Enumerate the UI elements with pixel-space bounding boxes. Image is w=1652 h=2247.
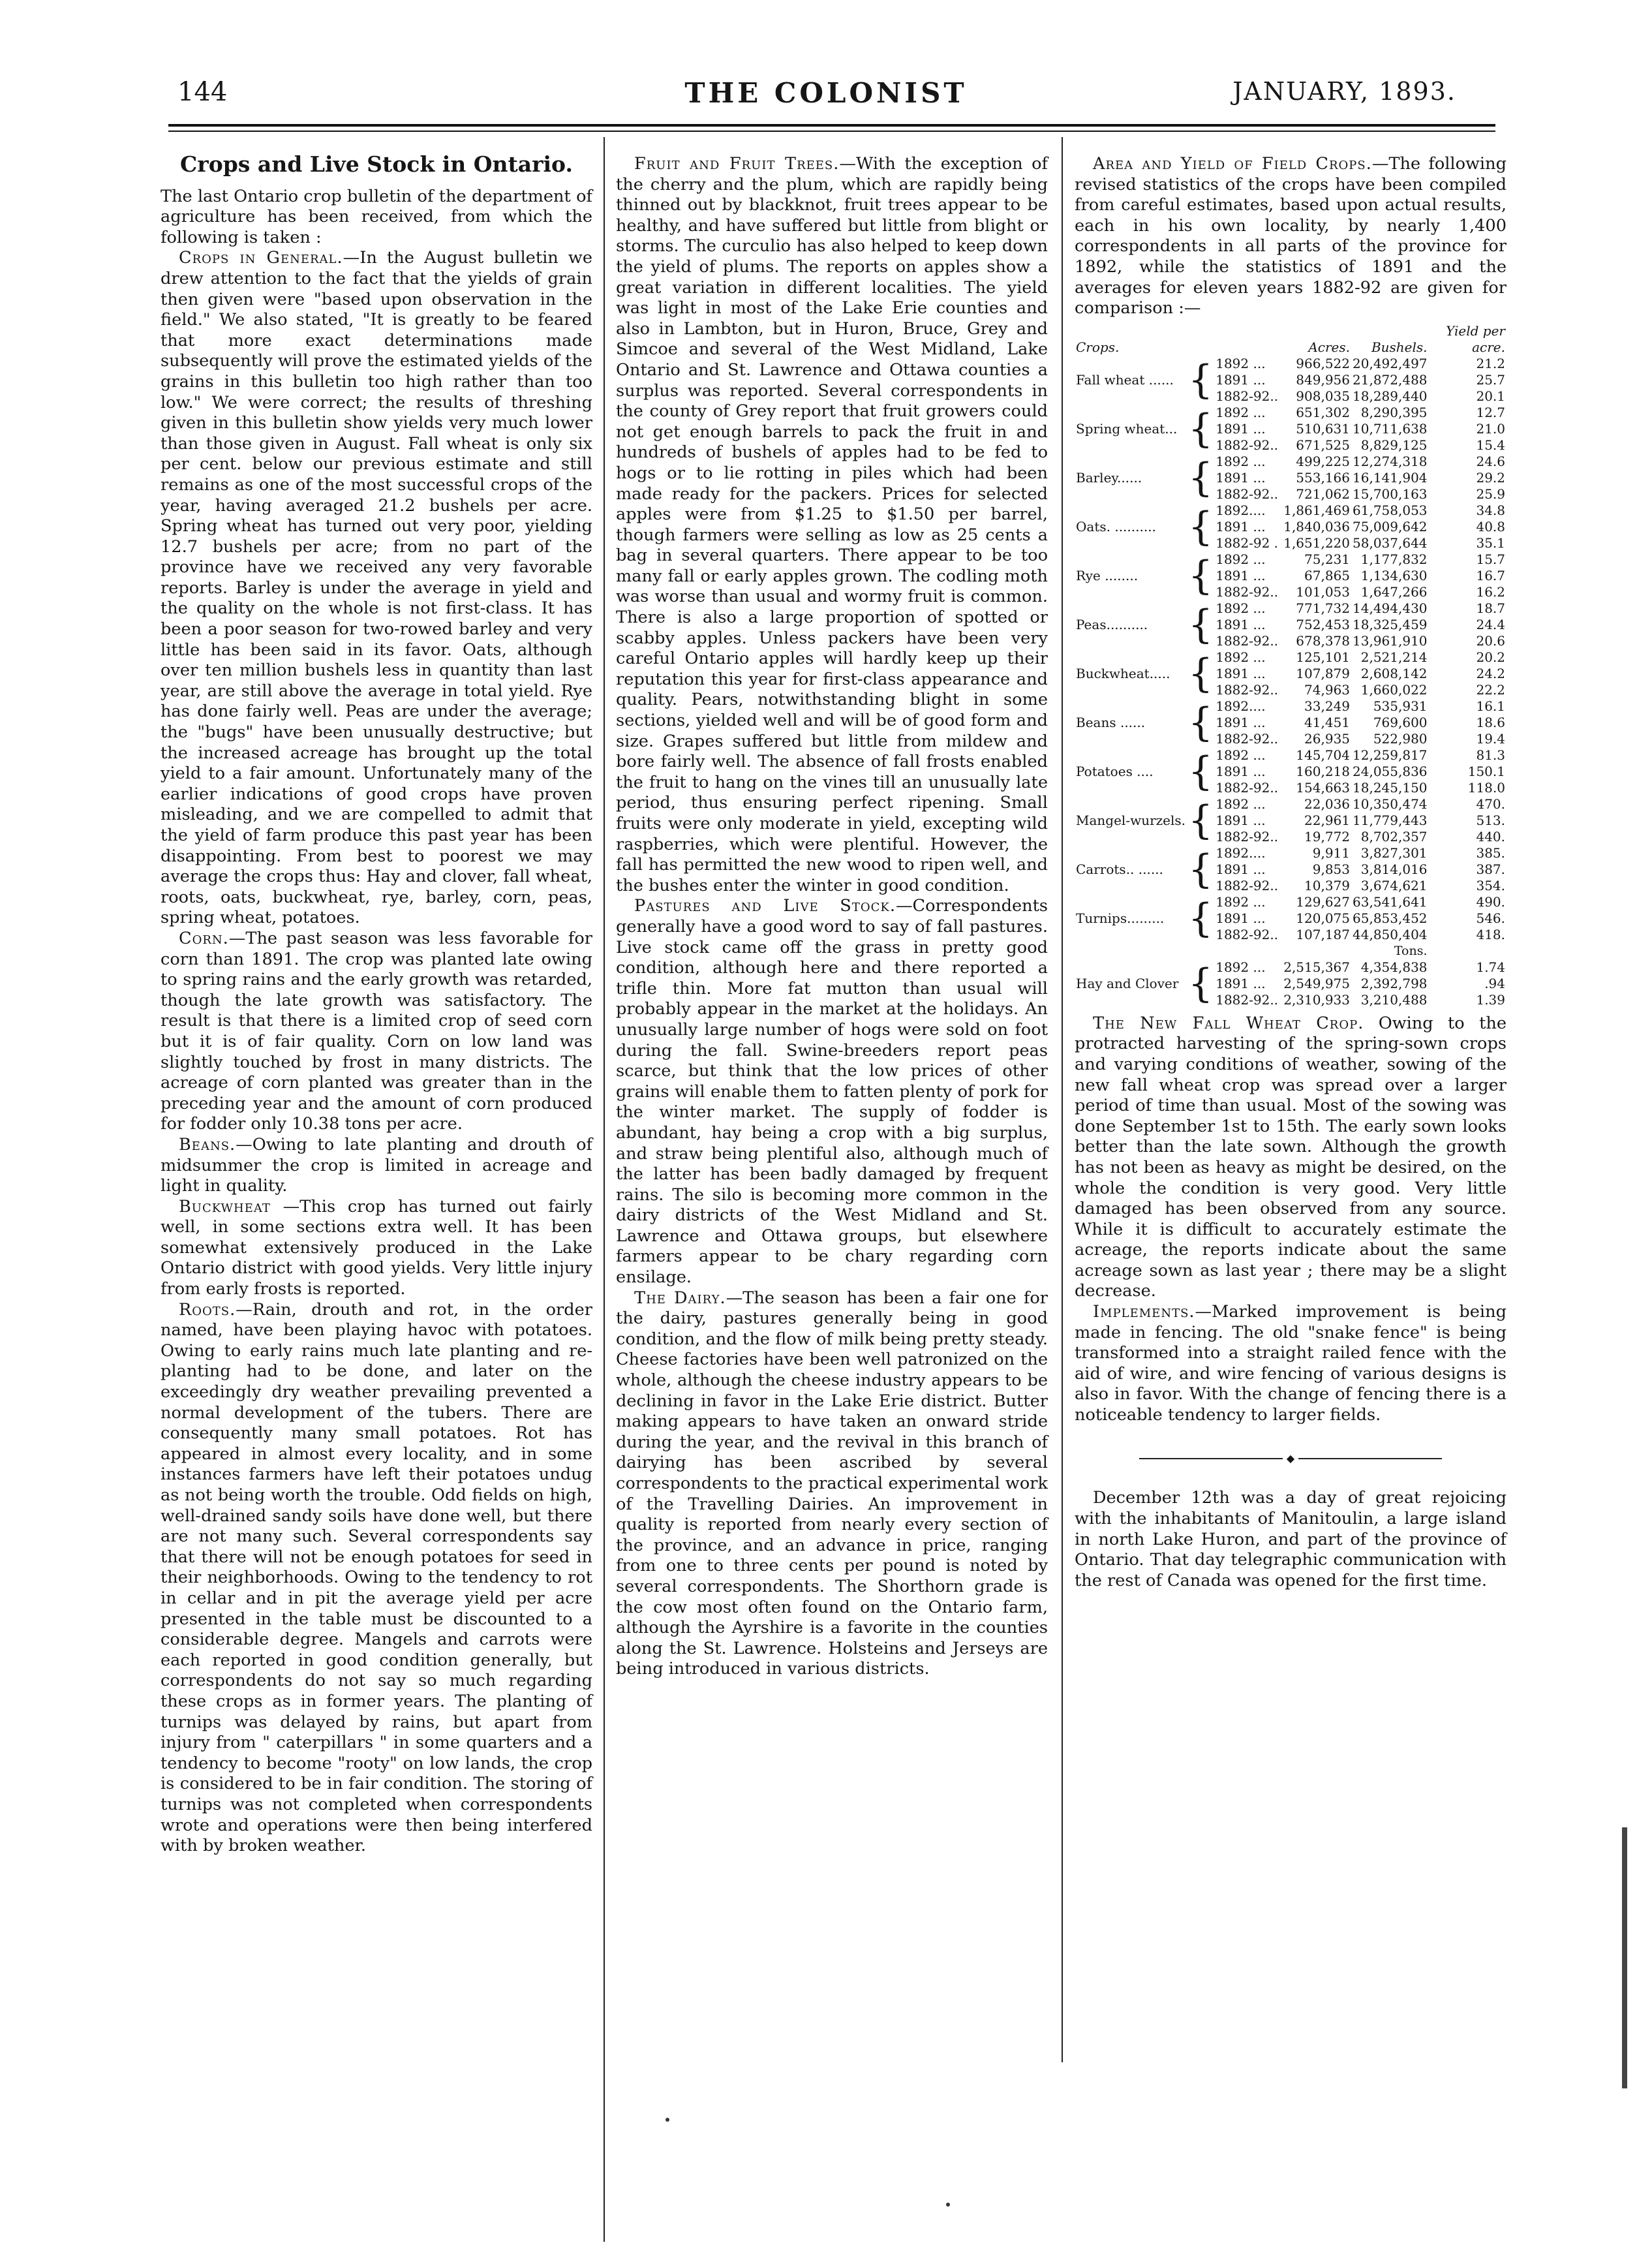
period-cell: 1891 ... [1216, 616, 1266, 632]
crop-name: Fall wheat ...... [1076, 371, 1174, 388]
yield-cell: 18.7 [1476, 600, 1505, 616]
period-cell: 1891 ... [1216, 665, 1266, 681]
print-speck [665, 2118, 669, 2122]
bushels-cell: 24,055,836 [1353, 763, 1428, 779]
bushels-cell: 10,350,474 [1353, 796, 1428, 812]
yield-cell: 118.0 [1467, 779, 1505, 796]
bushels-cell: 58,037,644 [1353, 535, 1428, 551]
crop-name: Rye ........ [1076, 567, 1139, 583]
yield-cell: 354. [1476, 877, 1505, 893]
table-row [1075, 405, 1507, 421]
acres-cell: 966,522 [1296, 355, 1351, 371]
col-header-bushels: Bushels. [1371, 339, 1428, 355]
yield-cell: 15.7 [1476, 551, 1505, 567]
period-cell: 1891 ... [1216, 812, 1266, 828]
col-header-acres: Acres. [1308, 339, 1351, 355]
bushels-cell: 769,600 [1373, 714, 1428, 730]
crop-name: Carrots.. ...... [1076, 861, 1163, 877]
acres-cell: 101,053 [1296, 583, 1351, 600]
acres-cell: 26,935 [1304, 730, 1351, 747]
bushels-cell: 12,274,318 [1353, 453, 1428, 469]
brace-glyph: { [1188, 961, 1214, 1007]
intro-paragraph: The last Ontario crop bulletin of the department of agriculture has been received, from which the following is taken : [161, 186, 592, 247]
paragraph-implements [1075, 1302, 1507, 1426]
paragraph-roots [161, 1300, 592, 1857]
acres-cell: 10,379 [1304, 877, 1351, 893]
period-cell: 1882-92.. [1216, 486, 1279, 502]
yield-cell: 513. [1476, 812, 1505, 828]
acres-cell: 19,772 [1304, 828, 1351, 845]
crop-name: Peas.......... [1076, 616, 1148, 632]
table-header-row [1075, 323, 1507, 356]
bushels-cell: 16,141,904 [1353, 469, 1428, 486]
yield-cell: 490. [1476, 893, 1505, 910]
period-cell: 1892 ... [1216, 355, 1266, 371]
acres-cell: 2,515,367 [1283, 959, 1351, 975]
period-cell: 1892 ... [1216, 551, 1266, 567]
brace-glyph: { [1188, 553, 1214, 599]
brace-glyph: { [1188, 700, 1214, 746]
masthead-title: THE COLONIST [684, 77, 968, 109]
yield-cell: 15.4 [1476, 437, 1505, 453]
bushels-cell: 522,980 [1373, 730, 1428, 747]
col-header-crops: Crops. [1076, 339, 1120, 355]
table-row [1075, 649, 1507, 666]
bushels-cell: 11,779,443 [1353, 812, 1428, 828]
bushels-cell: 21,872,488 [1353, 371, 1428, 388]
yield-cell: 16.1 [1476, 698, 1505, 714]
yield-cell: 546. [1476, 910, 1505, 926]
crop-name: Beans ...... [1076, 714, 1146, 730]
yield-cell: 16.2 [1476, 583, 1505, 600]
acres-cell: 160,218 [1296, 763, 1351, 779]
article-title: Crops and Live Stock in Ontario. [180, 151, 573, 177]
tons-label-row [1075, 943, 1507, 959]
bushels-cell: 12,259,817 [1353, 747, 1428, 763]
brace-glyph: { [1188, 406, 1214, 452]
yield-cell: 24.6 [1476, 453, 1505, 469]
yield-cell: 40.8 [1476, 518, 1505, 535]
yield-cell: 25.7 [1476, 371, 1505, 388]
yield-cell: 21.2 [1476, 355, 1505, 371]
period-cell: 1882-92.. [1216, 681, 1279, 698]
section-body: —Rain, drouth and rot, in the order named, have been playing havoc with potatoes. Owing to early rains much late planting and re-planting had to be done, and later on the exceedingly dry weather prevailing prevented a normal development of the tubers. There are consequently many small potatoes. Rot has appeared in almost every locality, and in some instances farmers have left their potatoes undug as not being worth the trouble. Odd fields on high, well-drained sandy soils have done well, but there are not many such. Several correspondents say that there will not be enough potatoes for seed in their neighborhoods. Owing to the tendency to rot in cellar and in pit the average yield per acre presented in the table must be discounted to a considerable degree. Mangels and carrots were each reported in good condition generally, but correspondents do not say so much regarding these crops as in former years. The planting of turnips was delayed by rains, but apart from injury from " caterpillars " in some quarters and a tendency to become "rooty" on low lands, the crop is considered to be in fair condition. The storing of turnips was not completed when correspondents wrote and operations were then being interfered with by broken weather. [161, 1299, 592, 1856]
brace-glyph: { [1188, 504, 1214, 550]
period-cell: 1892.... [1216, 502, 1266, 518]
acres-cell: 752,453 [1296, 616, 1351, 632]
bushels-cell: 18,245,150 [1353, 779, 1428, 796]
period-cell: 1891 ... [1216, 371, 1266, 388]
period-cell: 1891 ... [1216, 910, 1266, 926]
yield-cell: 1.74 [1476, 959, 1505, 975]
section-body: —This crop has turned out fairly well, in some sections extra well. It has been somewhat extensively produced in the Lake Ontario district with good yields. Very little injury from early frosts is reported. [161, 1196, 592, 1299]
section-head: Buckwheat [179, 1196, 271, 1216]
acres-cell: 154,663 [1296, 779, 1351, 796]
section-head: Pastures and Live Stock. [634, 896, 896, 916]
paragraph-beans [161, 1135, 592, 1197]
period-cell: 1882-92.. [1216, 388, 1279, 404]
period-cell: 1892 ... [1216, 959, 1266, 975]
bushels-cell: 3,827,301 [1360, 845, 1428, 861]
paragraph-area-yield [1075, 154, 1507, 319]
period-cell: 1882-92.. [1216, 437, 1279, 453]
table-row [1075, 894, 1507, 910]
acres-cell: 2,549,975 [1283, 975, 1351, 991]
acres-cell: 908,035 [1296, 388, 1351, 404]
yield-cell: 385. [1476, 845, 1505, 861]
header-rule [168, 124, 1495, 127]
bushels-cell: 1,177,832 [1360, 551, 1428, 567]
acres-cell: 125,101 [1296, 649, 1351, 665]
section-body: —Owing to late planting and drouth of midsummer the crop is limited in acreage and light in quality. [161, 1134, 592, 1196]
period-cell: 1892 ... [1216, 796, 1266, 812]
yield-cell: 418. [1476, 926, 1505, 942]
period-cell: 1891 ... [1216, 567, 1266, 583]
yield-cell: 150.1 [1467, 763, 1505, 779]
period-cell: 1891 ... [1216, 975, 1266, 991]
bushels-cell: 75,009,642 [1353, 518, 1428, 535]
brace-glyph: { [1188, 602, 1214, 648]
yield-cell: 20.1 [1476, 388, 1505, 404]
period-cell: 1882-92.. [1216, 779, 1279, 796]
yield-cell: 29.2 [1476, 469, 1505, 486]
page-header [0, 77, 1652, 116]
period-cell: 1892.... [1216, 698, 1266, 714]
yield-cell: 34.8 [1476, 502, 1505, 518]
ornamental-divider: ◆ [1075, 1448, 1507, 1469]
paragraph-dairy [616, 1288, 1048, 1680]
period-cell: 1891 ... [1216, 420, 1266, 437]
bushels-cell: 2,521,214 [1360, 649, 1428, 665]
section-body: —In the August bulletin we drew attention to the fact that the yields of grain then given were "based upon observation in the field." We also stated, "It is greatly to be feared that more exact determinations made subsequently will prove the estimated yields of the grains in this bulletin too high rather than too low." We were correct; the results of threshing given in this bulletin show yields very much lower than those given in August. Fall wheat is only six per cent. below our previous estimate and still remains as one of the most successful crops of the year, having averaged 21.2 bushels per acre. Spring wheat has turned out very poor, yielding 12.7 bushels per acre; from no part of the province have we received any very favorable reports. Barley is under the average in yield and the quality on the whole is not first-class. It has been a poor season for two-rowed barley and very little has been said in its favor. Oats, although over ten million bushels less in quantity than last year, are still above the average in total yield. Rye has done fairly well. Peas are under the average; the "bugs" have been unusually destructive; but the increased acreage has brought up the total yield to a fair amount. Unfortunately many of the earlier indications of good crops have proven misleading, and we are compelled to admit that the yield of farm produce this past year has been disappointing. From best to poorest we may average the crops thus: Hay and clover, fall wheat, roots, oats, buckwheat, rye, barley, corn, peas, spring wheat, potatoes. [161, 248, 592, 928]
bushels-cell: 15,700,163 [1353, 486, 1428, 502]
bushels-cell: 8,290,395 [1360, 404, 1428, 420]
acres-cell: 1,840,036 [1283, 518, 1351, 535]
column-divider-1 [604, 137, 605, 2242]
table-row [1075, 503, 1507, 519]
period-cell: 1882-92.. [1216, 877, 1279, 893]
brace-glyph: { [1188, 749, 1214, 795]
acres-cell: 678,378 [1296, 632, 1351, 649]
bushels-cell: 3,674,621 [1360, 877, 1428, 893]
bushels-cell: 3,210,488 [1360, 991, 1428, 1008]
bushels-cell: 8,702,357 [1360, 828, 1428, 845]
column-2 [616, 154, 1048, 1680]
crop-name: Barley...... [1076, 469, 1142, 486]
yield-cell: 18.6 [1476, 714, 1505, 730]
yield-cell: 24.2 [1476, 665, 1505, 681]
period-cell: 1892 ... [1216, 453, 1266, 469]
acres-cell: 129,627 [1296, 893, 1351, 910]
yield-cell: 22.2 [1476, 681, 1505, 698]
column-1 [161, 151, 592, 1857]
brace-glyph: { [1188, 651, 1214, 697]
section-body: —With the exception of the cherry and the plum, which are rapidly being thinned out by blackknot, fruit trees appear to be healthy, and have suffered but little from blight or storms. The curculio has also helped to keep down the yield of plums. The reports on apples show a great variation in different localities. The yield was light in most of the Lake Erie counties and also in Lambton, but in Huron, Bruce, Grey and Simcoe and several of the West Midland, Lake Ontario and St. Lawrence and Ottawa counties a surplus was reported. Several correspondents in the county of Grey report that fruit growers could not get enough barrels to pack the fruit in and hundreds of bushels of apples had to be fed to hogs or to lie rotting in piles which had been made ready for the packers. Prices for selected apples were from $1.25 to $1.50 per barrel, though farmers were selling as low as 25 cents a bag in several quarters. There appear to be too many fall or early apples grown. The codling moth was worse than usual and wormy fruit is common. There is also a large proportion of spotted or scabby apples. Unless packers have been very careful Ontario apples will hardly keep up their reputation this year for first-class appearance and quality. Pears, notwithstanding blight in some sections, yielded well and will be of good form and size. Grapes suffered but little from mildew and bore fairly well. The absence of fall frosts enabled the fruit to hang on the vines till an unusually late period, thus ensuring perfect ripening. Small fruits were only moderate in yield, excepting wild raspberries, which were plentiful. However, the fall has permitted the new wood to ripen well, and the bushes enter the winter in good condition. [616, 154, 1048, 895]
brace-glyph: { [1188, 455, 1214, 501]
section-head: The Dairy. [634, 1288, 726, 1308]
crop-name: Mangel-wurzels. [1076, 812, 1186, 828]
page-number: 144 [177, 77, 228, 107]
brace-glyph: { [1188, 357, 1214, 403]
bushels-cell: 4,354,838 [1360, 959, 1428, 975]
period-cell: 1882-92.. [1216, 632, 1279, 649]
period-cell: 1882-92.. [1216, 828, 1279, 845]
acres-cell: 9,911 [1312, 845, 1351, 861]
yield-cell: 20.2 [1476, 649, 1505, 665]
section-head: Roots. [179, 1299, 236, 1320]
yield-cell: 16.7 [1476, 567, 1505, 583]
paragraph-crops-general [161, 248, 592, 929]
section-body: Owing to the protracted harvesting of the spring-sown crops and varying conditions of weather, sowing of the new fall wheat crop was spread over a larger period of time than usual. Most of the sowing was done September 1st to 15th. The early sown looks better than the late sown. Although the growth has not been as heavy as might be desired, on the whole the condition is very good. Very little damaged has been observed from any source. While it is difficult to accurately estimate the acreage, the reports indicate about the same acreage sown as last year ; there may be a slight decrease. [1075, 1013, 1507, 1301]
table-row [1075, 454, 1507, 470]
yield-cell: 21.0 [1476, 420, 1505, 437]
acres-cell: 1,651,220 [1283, 535, 1351, 551]
bushels-cell: 20,492,497 [1353, 355, 1428, 371]
acres-cell: 107,187 [1296, 926, 1351, 942]
bushels-cell: 1,647,266 [1360, 583, 1428, 600]
yield-cell: 12.7 [1476, 404, 1505, 420]
acres-cell: 499,225 [1296, 453, 1351, 469]
bushels-cell: 14,494,430 [1353, 600, 1428, 616]
acres-cell: 75,231 [1304, 551, 1351, 567]
yield-cell: .94 [1484, 975, 1505, 991]
bushels-cell: 1,660,022 [1360, 681, 1428, 698]
section-body: —The following revised statistics of the crops have been compiled from careful estimates, based upon actual results, each in his own locality, by nearly 1,400 correspondents in all parts of the province for 1892, while the statistics of 1891 and the averages for eleven years 1882-92 are given for comparison :— [1075, 154, 1507, 318]
period-cell: 1891 ... [1216, 763, 1266, 779]
yield-cell: 1.39 [1476, 991, 1505, 1008]
acres-cell: 1,861,469 [1283, 502, 1351, 518]
paragraph-pastures [616, 896, 1048, 1288]
section-head: Area and Yield of Field Crops. [1093, 154, 1372, 174]
crop-name: Hay and Clover [1076, 975, 1179, 991]
page-edge-mark [1622, 1827, 1627, 2088]
print-speck [946, 2203, 950, 2207]
table-row [1075, 698, 1507, 715]
bushels-cell: 1,134,630 [1360, 567, 1428, 583]
yield-cell: 20.6 [1476, 632, 1505, 649]
period-cell: 1892 ... [1216, 893, 1266, 910]
crop-name: Turnips......... [1076, 910, 1165, 926]
section-head: Beans. [179, 1134, 236, 1154]
paragraph-fruit [616, 154, 1048, 896]
crop-name: Spring wheat... [1076, 420, 1178, 437]
paragraph-manitoulin: December 12th was a day of great rejoicing with the inhabitants of Manitoulin, a large island in north Lake Huron, and part of the province of Ontario. That day telegraphic communication with the rest of Canada was opened for the first time. [1075, 1488, 1507, 1590]
table-row [1075, 845, 1507, 861]
yield-cell: 24.4 [1476, 616, 1505, 632]
brace-glyph: { [1188, 895, 1214, 942]
bushels-cell: 2,608,142 [1360, 665, 1428, 681]
paragraph-new-fall-wheat [1075, 1014, 1507, 1302]
section-head: Implements. [1093, 1302, 1195, 1322]
section-body: —The past season was less favorable for corn than 1891. The crop was planted late owing to spring rains and the early growth was retarded, though the late growth was satisfactory. The result is that there is a limited crop of seed corn but it is of fair quality. Corn on low land was slightly touched by frost in many districts. The acreage of corn planted was greater than in the preceding year and the amount of corn produced for fodder only 10.38 tons per acre. [161, 928, 592, 1134]
acres-cell: 33,249 [1304, 698, 1351, 714]
header-rule-thin [168, 131, 1495, 132]
table-row [1075, 959, 1507, 976]
yield-cell: 19.4 [1476, 730, 1505, 747]
period-cell: 1882-92.. [1216, 926, 1279, 942]
period-cell: 1892 ... [1216, 649, 1266, 665]
crop-name: Potatoes .... [1076, 763, 1154, 779]
acres-cell: 771,732 [1296, 600, 1351, 616]
acres-cell: 651,302 [1296, 404, 1351, 420]
col-header-yield: Yield per acre. [1446, 322, 1505, 355]
bushels-cell: 65,853,452 [1353, 910, 1428, 926]
acres-cell: 510,631 [1296, 420, 1351, 437]
acres-cell: 67,865 [1304, 567, 1351, 583]
table-row [1075, 356, 1507, 372]
crop-statistics-table [1075, 323, 1507, 1008]
acres-cell: 22,961 [1304, 812, 1351, 828]
section-body: —Marked improvement is being made in fencing. The old "snake fence" is being transformed into a straight railed fence with the aid of wire, and wire fencing of various designs is also in favor. With the change of fencing there is a noticeable tendency to larger fields. [1075, 1302, 1507, 1425]
acres-cell: 74,963 [1304, 681, 1351, 698]
acres-cell: 553,166 [1296, 469, 1351, 486]
period-cell: 1882-92 . [1216, 535, 1279, 551]
acres-cell: 9,853 [1312, 861, 1351, 877]
period-cell: 1892.... [1216, 845, 1266, 861]
crop-name: Oats. .......... [1076, 518, 1156, 535]
acres-cell: 721,062 [1296, 486, 1351, 502]
tons-label: Tons. [1394, 943, 1428, 958]
section-head: The New Fall Wheat Crop. [1093, 1013, 1364, 1033]
section-body: —Correspondents generally have a good word to say of fall pastures. Live stock came off the grass in pretty good condition, although here and there reported a trifle thin. More fat mutton than usual will probably appear in the market at the holidays. An unusually large number of hogs were sold on foot during the fall. Swine-breeders report peas scarce, but think that the low prices of other grains will enable them to fatten plenty of pork for the winter market. The supply of fodder is abundant, hay being a crop with a big surplus, and straw being plentiful also, although much of the latter has been badly damaged by frequent rains. The silo is becoming more common in the dairy districts of the West Midland and St. Lawrence and Ottawa groups, but elsewhere farmers appear to be chary regarding corn ensilage. [616, 896, 1048, 1288]
acres-cell: 145,704 [1296, 747, 1351, 763]
acres-cell: 41,451 [1304, 714, 1351, 730]
table-row [1075, 600, 1507, 617]
period-cell: 1891 ... [1216, 861, 1266, 877]
paragraph-buckwheat [161, 1197, 592, 1300]
yield-cell: 440. [1476, 828, 1505, 845]
yield-cell: 35.1 [1476, 535, 1505, 551]
yield-cell: 25.9 [1476, 486, 1505, 502]
section-head: Crops in General. [179, 248, 343, 268]
bushels-cell: 18,289,440 [1353, 388, 1428, 404]
table-row [1075, 747, 1507, 764]
bushels-cell: 8,829,125 [1360, 437, 1428, 453]
period-cell: 1891 ... [1216, 714, 1266, 730]
bushels-cell: 2,392,798 [1360, 975, 1428, 991]
brace-glyph: { [1188, 798, 1214, 844]
yield-cell: 81.3 [1476, 747, 1505, 763]
acres-cell: 671,525 [1296, 437, 1351, 453]
table-row [1075, 551, 1507, 568]
table-row [1075, 796, 1507, 813]
crop-name: Buckwheat..... [1076, 665, 1170, 681]
acres-cell: 120,075 [1296, 910, 1351, 926]
brace-glyph: { [1188, 846, 1214, 893]
yield-cell: 470. [1476, 796, 1505, 812]
bushels-cell: 3,814,016 [1360, 861, 1428, 877]
section-body: —The season has been a fair one for the dairy, pastures generally being in good condition, and the flow of milk being pretty steady. Cheese factories have been well patronized on the whole, although the cheese industry appears to be declining in favor in the Lake Erie district. Butter making appears to have taken an onward stride during the year, and the revival in this branch of dairying has been ascribed by several correspondents to the practical experimental work of the Travelling Dairies. An improvement in quality is reported from nearly every section of the province, and an advance in price, ranging from one to three cents per pound is noted by several correspondents. The Shorthorn grade is the cow most often found on the Ontario farm, although the Ayrshire is a favorite in the counties along the St. Lawrence. Holsteins and Jerseys are being introduced in various districts. [616, 1288, 1048, 1679]
period-cell: 1891 ... [1216, 469, 1266, 486]
period-cell: 1882-92.. [1216, 991, 1279, 1008]
section-head: Corn. [179, 928, 229, 948]
period-cell: 1891 ... [1216, 518, 1266, 535]
bushels-cell: 18,325,459 [1353, 616, 1428, 632]
bushels-cell: 10,711,638 [1353, 420, 1428, 437]
bushels-cell: 61,758,053 [1353, 502, 1428, 518]
period-cell: 1892 ... [1216, 600, 1266, 616]
bushels-cell: 535,931 [1373, 698, 1428, 714]
issue-date: JANUARY, 1893. [1232, 77, 1456, 106]
period-cell: 1892 ... [1216, 747, 1266, 763]
bushels-cell: 13,961,910 [1353, 632, 1428, 649]
period-cell: 1892 ... [1216, 404, 1266, 420]
period-cell: 1882-92.. [1216, 730, 1279, 747]
section-head: Fruit and Fruit Trees. [634, 154, 840, 174]
acres-cell: 107,879 [1296, 665, 1351, 681]
acres-cell: 849,956 [1296, 371, 1351, 388]
bushels-cell: 63,541,641 [1353, 893, 1428, 910]
bushels-cell: 44,850,404 [1353, 926, 1428, 942]
paragraph-corn [161, 929, 592, 1135]
column-divider-2 [1062, 137, 1063, 2062]
acres-cell: 22,036 [1304, 796, 1351, 812]
yield-cell: 387. [1476, 861, 1505, 877]
period-cell: 1882-92.. [1216, 583, 1279, 600]
column-3 [1075, 154, 1507, 1591]
acres-cell: 2,310,933 [1283, 991, 1351, 1008]
